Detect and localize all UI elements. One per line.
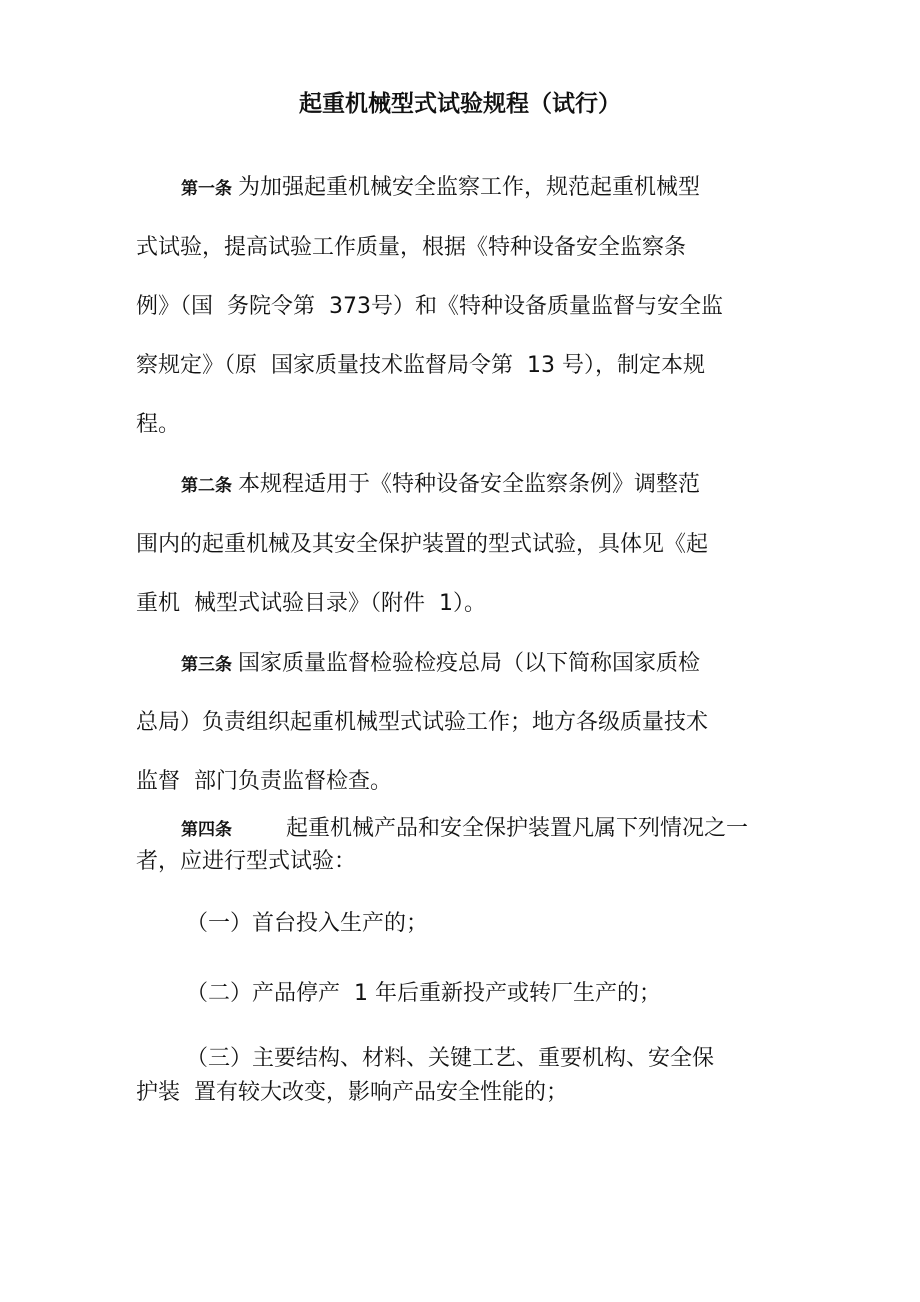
item-1: （一）首台投入生产的； bbox=[186, 911, 429, 936]
article-3-line-3: 监督 部门负责监督检查。 bbox=[136, 769, 392, 794]
article-3-label: 第三条 bbox=[181, 655, 232, 675]
article-4-line-2: 者，应进行型式试验： bbox=[136, 849, 357, 874]
article-3-line-2: 总局）负责组织起重机械型式试验工作；地方各级质量技术 bbox=[136, 710, 709, 735]
article-1-line-4: 察规定》（原 国家质量技术监督局令第 13 号），制定本规 bbox=[136, 353, 705, 378]
item-2: （二）产品停产 1 年后重新投产或转厂生产的； bbox=[186, 981, 661, 1006]
article-1-text: 为加强起重机械安全监察工作，规范起重机械型 bbox=[238, 175, 701, 200]
article-1-label: 第一条 bbox=[181, 179, 232, 199]
article-2-line-3: 重机 械型式试验目录》（附件 1）。 bbox=[136, 591, 486, 616]
item-3-line-1: （三）主要结构、材料、关键工艺、重要机构、安全保 bbox=[186, 1046, 715, 1071]
article-2-line-1 bbox=[181, 472, 700, 498]
item-3-line-2: 护装 置有较大改变，影响产品安全性能的； bbox=[136, 1080, 568, 1105]
article-3-text: 国家质量监督检验检疫总局（以下简称国家质检 bbox=[238, 651, 701, 676]
article-1-line-2: 式试验，提高试验工作质量，根据《特种设备安全监察条 bbox=[136, 235, 687, 260]
article-2-text: 本规程适用于《特种设备安全监察条例》调整范 bbox=[238, 472, 701, 497]
article-2-label: 第二条 bbox=[181, 476, 232, 496]
article-4-line-1 bbox=[181, 816, 748, 842]
article-4-label: 第四条 bbox=[181, 820, 232, 840]
article-1-line-1 bbox=[181, 175, 700, 201]
document-title: 起重机械型式试验规程（试行） bbox=[299, 91, 621, 117]
article-1-line-3: 例》（国 务院令第 373号）和《特种设备质量监督与安全监 bbox=[136, 294, 723, 319]
article-3-line-1 bbox=[181, 651, 700, 677]
article-4-text: 起重机械产品和安全保护装置凡属下列情况之一 bbox=[286, 816, 749, 841]
article-1-line-5: 程。 bbox=[136, 412, 181, 437]
article-2-line-2: 围内的起重机械及其安全保护装置的型式试验，具体见《起 bbox=[136, 532, 709, 557]
